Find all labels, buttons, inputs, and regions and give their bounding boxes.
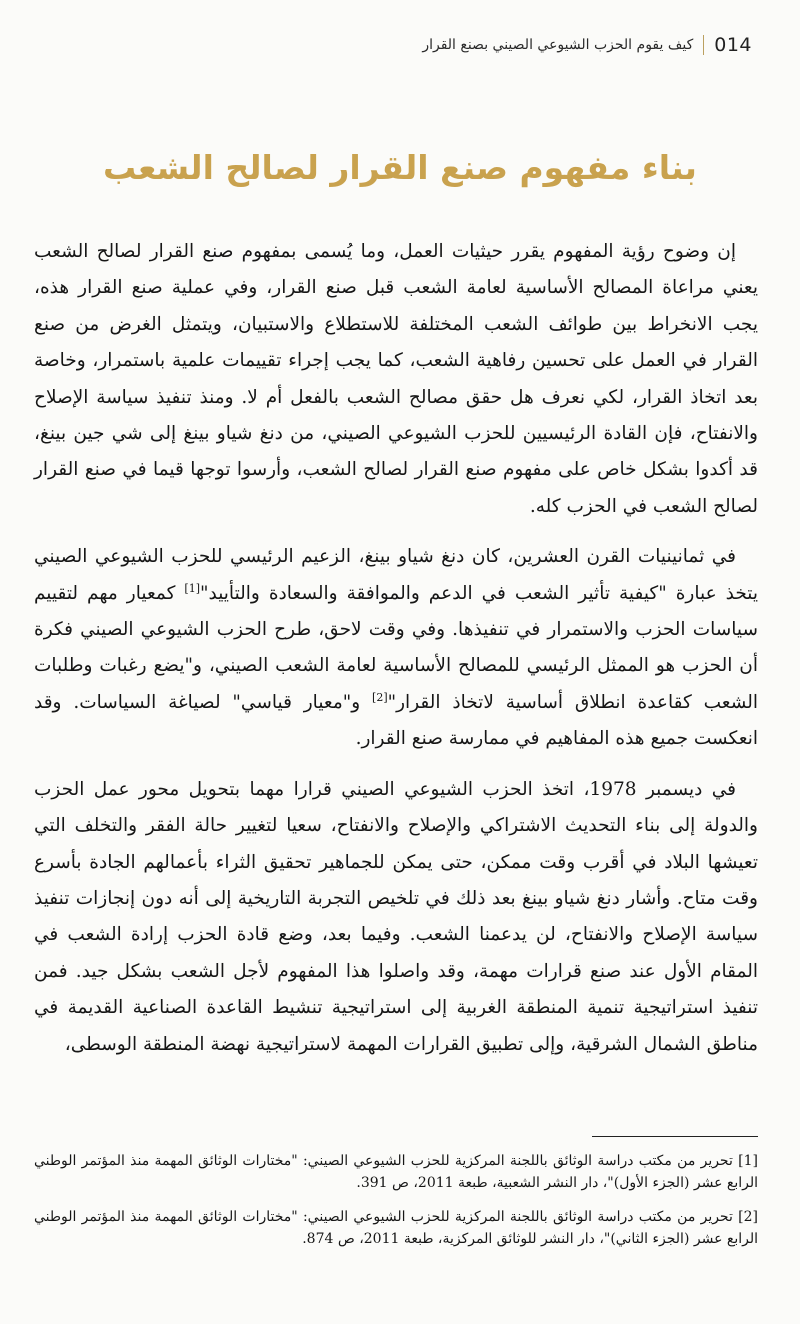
- header-divider: [703, 35, 704, 55]
- body-text: [34, 234, 758, 1077]
- paragraph-2-text-c: و"معيار قياسي" لصياغة السياسات. وقد انعكست جميع هذه المفاهيم في ممارسة صنع القرار.: [34, 691, 758, 750]
- footnote-1-text: تحرير من مكتب دراسة الوثائق باللجنة المركزية للحزب الشيوعي الصيني: "مختارات الوثائق المهمة منذ المؤتمر الوطني الرابع عشر (الجزء الأول)"، دار النشر الشعبية، طبعة 2011، ص 391.: [34, 1153, 758, 1191]
- paragraph-1-text: إن وضوح رؤية المفهوم يقرر حيثيات العمل، وما يُسمى بمفهوم صنع القرار لصالح الشعب يعني مراعاة المصالح الأساسية لعامة الشعب قبل صنع القرار، وفي عملية صنع القرار هذه، يجب الانخراط بين طوائف الشعب المختلفة للاستطلاع والاستبيان، ويتمثل الغرض من صنع القرار في العمل على تحسين رفاهية الشعب، كما يجب إجراء تقييمات علمية باستمرار، وخاصة بعد اتخاذ القرار، لكي نعرف هل حقق مصالح الشعب بالفعل أم لا. ومنذ تنفيذ سياسة الإصلاح والانفتاح، فإن القادة الرئيسيين للحزب الشيوعي الصيني، من دنغ شياو بينغ إلى شي جين بينغ، قد أكدوا بشكل خاص على مفهوم صنع القرار لصالح الشعب، وأرسوا توجها قيما في صنع القرار لصالح الشعب في الحزب كله.: [34, 241, 758, 517]
- footnote-2: [34, 1206, 758, 1250]
- footnote-1: [34, 1150, 758, 1194]
- paragraph-2-text-a: في ثمانينيات القرن العشرين، كان دنغ شياو بينغ، الزعيم الرئيسي للحزب الشيوعي الصيني يتخذ عبارة "كيفية تأثير الشعب في الدعم والموافقة والسعادة والتأييد": [34, 546, 758, 604]
- paragraph-2: [34, 539, 758, 757]
- footnote-1-marker: [1]: [738, 1153, 758, 1169]
- paragraph-3-text: في ديسمبر 1978، اتخذ الحزب الشيوعي الصيني قرارا مهما بتحويل محور عمل الحزب والدولة إلى بناء التحديث الاشتراكي والإصلاح والانفتاح، سعيا لتغيير حالة الفقر والتخلف التي تعيشها البلاد في أقرب وقت ممكن، حتى يمكن للجماهير تحقيق الثراء بأعمالهم الجادة بأسرع وقت متاح. وأشار دنغ شياو بينغ بعد ذلك في تلخيص التجربة التاريخية إلى أنه دون إنجازات تنفيذ سياسة الإصلاح والانفتاح، لن يدعمنا الشعب. وفيما بعد، وضع قادة الحزب إرادة الشعب في المقام الأول عند صنع قرارات مهمة، وقد واصلوا هذا المفهوم لأجل الشعب بشكل جيد. فمن تنفيذ استراتيجية تنمية المنطقة الغربية إلى استراتيجية تنشيط القاعدة الصناعية القديمة في مناطق الشمال الشرقية، وإلى تطبيق القرارات المهمة لاستراتيجية نهضة المنطقة الوسطى،: [34, 778, 758, 1055]
- paragraph-3: [34, 772, 758, 1063]
- paragraph-2-text-b: كمعيار مهم لتقييم سياسات الحزب والاستمرار في تنفيذها. وفي وقت لاحق، طرح الحزب الشيوعي الصيني فكرة أن الحزب هو الممثل الرئيسي للمصالح الأساسية لعامة الشعب الصيني، و"يضع رغبات وطلبات الشعب كقاعدة انطلاق أساسية لاتخاذ القرار": [34, 582, 758, 713]
- footnote-ref-1[interactable]: [1]: [184, 581, 200, 595]
- footnote-divider: [592, 1136, 758, 1137]
- footnote-2-marker: [2]: [738, 1209, 758, 1225]
- section-title: بناء مفهوم صنع القرار لصالح الشعب: [103, 148, 697, 187]
- paragraph-1: [34, 234, 758, 525]
- running-title: كيف يقوم الحزب الشيوعي الصيني بصنع القرار: [422, 37, 694, 53]
- running-header: [422, 34, 752, 56]
- page-number: 014: [714, 34, 752, 56]
- footnotes: [34, 1150, 758, 1262]
- footnote-ref-2[interactable]: [2]: [372, 690, 388, 704]
- footnote-2-text: تحرير من مكتب دراسة الوثائق باللجنة المركزية للحزب الشيوعي الصيني: "مختارات الوثائق المهمة منذ المؤتمر الوطني الرابع عشر (الجزء الثاني)"، دار النشر للوثائق المركزية، طبعة 2011، ص 874.: [34, 1209, 758, 1247]
